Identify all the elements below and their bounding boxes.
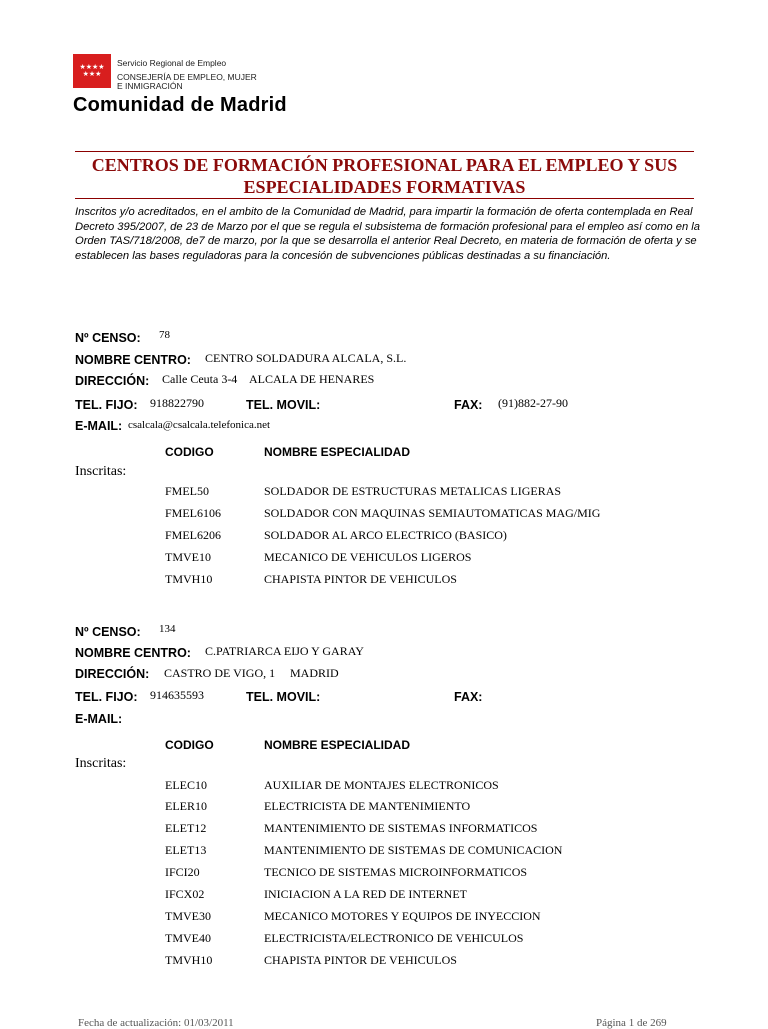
codigo-header: CODIGO (165, 738, 214, 752)
especialidad-codigo: TMVE30 (165, 909, 211, 923)
especialidad-codigo: FMEL6206 (165, 528, 222, 542)
especialidad-codigo: IFCI20 (165, 865, 200, 879)
stars-icon: ★★★★ ★★★ (79, 63, 105, 78)
especialidad-codigo: IFCX02 (165, 887, 205, 901)
especialidad-nombre: CHAPISTA PINTOR DE VEHICULOS (264, 572, 457, 586)
direccion-value: CASTRO DE VIGO, 1 (164, 666, 276, 680)
especialidad-codigo: TMVE40 (165, 931, 211, 945)
logo-line-consejeria: CONSEJERÍA DE EMPLEO, MUJER (117, 72, 257, 82)
email-label: E-MAIL: (75, 419, 123, 433)
especialidad-codigo: FMEL50 (165, 484, 210, 498)
title-top-rule (75, 151, 694, 152)
especialidad-codigo: ELER10 (165, 799, 207, 813)
especialidad-nombre: INICIACION A LA RED DE INTERNET (264, 887, 467, 901)
fax-value: (91)882-27-90 (498, 396, 568, 410)
especialidad-nombre: MANTENIMIENTO DE SISTEMAS INFORMATICOS (264, 821, 538, 835)
especialidad-codigo: ELET12 (165, 821, 207, 835)
nombre-centro-label: NOMBRE CENTRO: (75, 353, 191, 367)
tel-movil-label: TEL. MOVIL: (246, 690, 321, 704)
especialidad-nombre: SOLDADOR CON MAQUINAS SEMIAUTOMATICAS MAG/MIG (264, 506, 601, 520)
nombre-centro-label: NOMBRE CENTRO: (75, 646, 191, 660)
fax-label: FAX: (454, 690, 483, 704)
direccion-label: DIRECCIÓN: (75, 374, 150, 388)
censo-label: Nº CENSO: (75, 331, 141, 345)
especialidad-nombre: CHAPISTA PINTOR DE VEHICULOS (264, 953, 457, 967)
title-bottom-rule (75, 198, 694, 199)
logo-line-inmigracion: E INMIGRACIÓN (117, 81, 183, 91)
tel-fijo-value: 914635593 (150, 688, 204, 702)
especialidad-nombre: MECANICO MOTORES Y EQUIPOS DE INYECCION (264, 909, 541, 923)
page-title-line2: ESPECIALIDADES FORMATIVAS (243, 177, 526, 197)
page-title-line1: CENTROS DE FORMACIÓN PROFESIONAL PARA EL EMPLEO Y SUS (91, 155, 678, 175)
tel-fijo-label: TEL. FIJO: (75, 398, 138, 412)
especialidad-nombre: ELECTRICISTA/ELECTRONICO DE VEHICULOS (264, 931, 524, 945)
footer-page-number: Página 1 de 269 (596, 1017, 667, 1029)
especialidad-nombre: ELECTRICISTA DE MANTENIMIENTO (264, 799, 471, 813)
intro-paragraph: Inscritos y/o acreditados, en el ambito de la Comunidad de Madrid, para impartir la formación de oferta contemplada en Real Decreto 395/2007, de 23 de Marzo por el que se regula el subsistema de formación profesional para el empleo así como en la Orden TAS/718/2008, de7 de marzo, por la que se desarrolla el anterior Real Decreto, en materia de formación de oferta y se establecen las bases reguladoras para la concesión de subvenciones públicas destinadas a su financiación. (75, 206, 701, 262)
especialidad-nombre: TECNICO DE SISTEMAS MICROINFORMATICOS (264, 865, 528, 879)
censo-label: Nº CENSO: (75, 625, 141, 639)
especialidad-codigo: ELET13 (165, 843, 207, 857)
tel-fijo-label: TEL. FIJO: (75, 690, 138, 704)
tel-movil-label: TEL. MOVIL: (246, 398, 321, 412)
nombre-especialidad-header: NOMBRE ESPECIALIDAD (264, 738, 411, 752)
especialidad-nombre: AUXILIAR DE MONTAJES ELECTRONICOS (264, 778, 499, 792)
nombre-centro-value: CENTRO SOLDADURA ALCALA, S.L. (205, 351, 407, 365)
especialidad-codigo: FMEL6106 (165, 506, 222, 520)
especialidad-codigo: TMVH10 (165, 953, 213, 967)
direccion-label: DIRECCIÓN: (75, 667, 150, 681)
especialidad-nombre: MECANICO DE VEHICULOS LIGEROS (264, 550, 472, 564)
direccion-value: Calle Ceuta 3-4 (162, 372, 238, 386)
localidad-value: MADRID (290, 666, 339, 680)
tel-fijo-value: 918822790 (150, 396, 204, 410)
email-value[interactable]: csalcala@csalcala.telefonica.net (128, 419, 271, 431)
inscritas-label: Inscritas: (75, 756, 127, 771)
censo-value: 78 (159, 329, 170, 341)
fax-label: FAX: (454, 398, 483, 412)
especialidad-nombre: SOLDADOR AL ARCO ELECTRICO (BASICO) (264, 528, 507, 542)
especialidad-codigo: TMVH10 (165, 572, 213, 586)
nombre-especialidad-header: NOMBRE ESPECIALIDAD (264, 445, 411, 459)
logo-line-servicio: Servicio Regional de Empleo (117, 58, 227, 68)
especialidad-codigo: TMVE10 (165, 550, 211, 564)
especialidad-nombre: SOLDADOR DE ESTRUCTURAS METALICAS LIGERAS (264, 484, 562, 498)
nombre-centro-value: C.PATRIARCA EIJO Y GARAY (205, 644, 364, 658)
censo-value: 134 (159, 623, 176, 635)
especialidad-nombre: MANTENIMIENTO DE SISTEMAS DE COMUNICACION (264, 843, 563, 857)
codigo-header: CODIGO (165, 445, 214, 459)
brand-name: Comunidad de Madrid (73, 94, 287, 116)
especialidad-codigo: ELEC10 (165, 778, 207, 792)
email-label: E-MAIL: (75, 712, 123, 726)
localidad-value: ALCALA DE HENARES (249, 372, 375, 386)
comunidad-madrid-logo (73, 54, 111, 88)
inscritas-label: Inscritas: (75, 464, 127, 479)
footer-update-date: Fecha de actualización: 01/03/2011 (78, 1017, 234, 1029)
